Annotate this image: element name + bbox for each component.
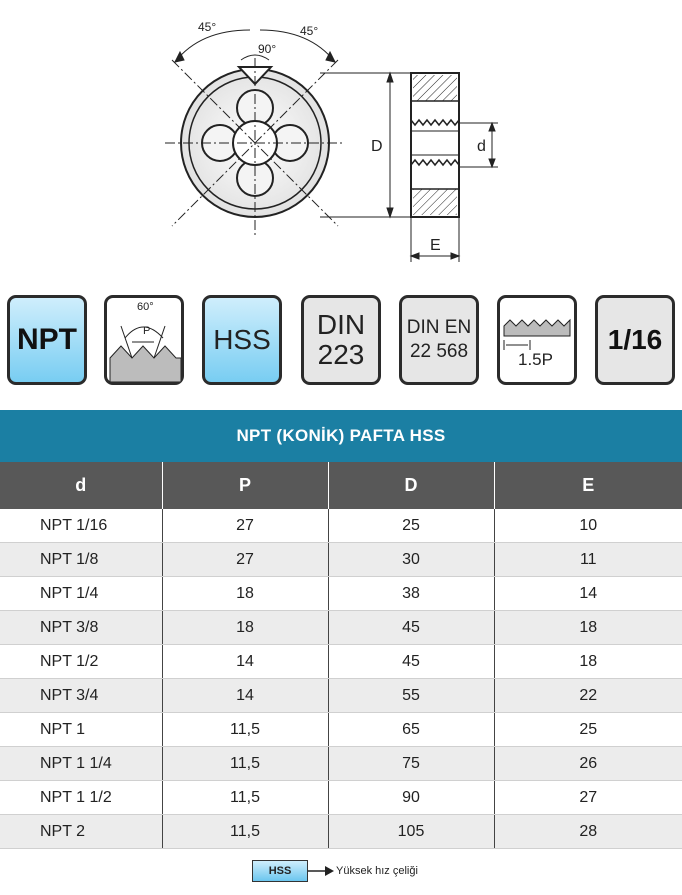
table-cell: 14 <box>494 577 682 611</box>
legend-hss-tag: HSS <box>252 860 308 882</box>
dim-E-label: E <box>430 237 441 254</box>
din-en-badge-line2: 22 568 <box>409 341 469 362</box>
table-row <box>0 543 682 577</box>
dim-d-label: d <box>477 138 486 155</box>
table-cell: 18 <box>494 645 682 679</box>
table-cell: 14 <box>162 645 328 679</box>
table-cell: 75 <box>328 747 494 781</box>
thread-pitch-label: P <box>143 325 151 337</box>
table-cell: 26 <box>494 747 682 781</box>
table-body <box>0 509 682 849</box>
table-cell: 25 <box>494 713 682 747</box>
table-cell: 14 <box>162 679 328 713</box>
table-cell: 18 <box>162 611 328 645</box>
angle-left-label: 45° <box>198 20 217 34</box>
din-badge-line1: DIN <box>316 309 366 340</box>
table-cell: NPT 1/8 <box>0 543 162 577</box>
dimension-lines <box>320 73 498 262</box>
table-cell: 11 <box>494 543 682 577</box>
table-cell: 65 <box>328 713 494 747</box>
hss-badge-label: HSS <box>213 324 271 355</box>
table-cell: 27 <box>494 781 682 815</box>
angle-right-label: 45° <box>300 24 319 38</box>
column-header: d <box>0 462 162 509</box>
table-cell: NPT 1/4 <box>0 577 162 611</box>
table-cell: 11,5 <box>162 815 328 849</box>
column-header: P <box>162 462 328 509</box>
table-cell: 105 <box>328 815 494 849</box>
table-row <box>0 781 682 815</box>
table-cell: NPT 3/4 <box>0 679 162 713</box>
table-title: NPT (KONİK) PAFTA HSS <box>0 410 682 462</box>
taper-badge <box>595 295 675 385</box>
taper-badge-label: 1/16 <box>607 324 663 355</box>
thread-profile-badge <box>104 295 184 385</box>
feature-badges <box>0 293 682 393</box>
legend-text: Yüksek hız çeliği <box>336 865 418 877</box>
din-en-badge-line1: DIN EN <box>406 317 472 338</box>
thread-angle-label: 60° <box>137 301 154 313</box>
din-223-badge <box>301 295 381 385</box>
table-cell: 45 <box>328 645 494 679</box>
die-technical-drawing <box>0 0 682 280</box>
table-cell: 11,5 <box>162 713 328 747</box>
table-cell: NPT 1 1/2 <box>0 781 162 815</box>
table-cell: 18 <box>494 611 682 645</box>
table-cell: NPT 3/8 <box>0 611 162 645</box>
table-cell: 28 <box>494 815 682 849</box>
die-front-view <box>165 58 345 236</box>
din-en-badge <box>399 295 479 385</box>
chamfer-label: 1.5P <box>518 350 553 369</box>
table-cell: 11,5 <box>162 747 328 781</box>
table-row <box>0 815 682 849</box>
din-badge-line2: 223 <box>317 339 365 370</box>
table-cell: 30 <box>328 543 494 577</box>
table-cell: 27 <box>162 543 328 577</box>
table-row <box>0 509 682 543</box>
table-header-row <box>0 462 682 509</box>
table-cell: 27 <box>162 509 328 543</box>
table-row <box>0 747 682 781</box>
table-cell: 45 <box>328 611 494 645</box>
table-cell: 55 <box>328 679 494 713</box>
column-header: E <box>494 462 682 509</box>
table-row <box>0 645 682 679</box>
table-row <box>0 713 682 747</box>
table-cell: 38 <box>328 577 494 611</box>
hss-badge <box>202 295 282 385</box>
table-cell: NPT 1/2 <box>0 645 162 679</box>
table-cell: NPT 1 <box>0 713 162 747</box>
chamfer-badge <box>497 295 577 385</box>
legend <box>252 860 418 882</box>
table-row <box>0 577 682 611</box>
spec-table <box>0 462 682 849</box>
table-cell: NPT 1 1/4 <box>0 747 162 781</box>
table-row <box>0 611 682 645</box>
table-cell: 90 <box>328 781 494 815</box>
die-side-view <box>411 73 459 217</box>
npt-badge <box>7 295 87 385</box>
table-cell: NPT 2 <box>0 815 162 849</box>
arrow-right-icon <box>308 860 334 882</box>
dim-D-label: D <box>371 138 383 155</box>
table-cell: NPT 1/16 <box>0 509 162 543</box>
table-row <box>0 679 682 713</box>
npt-badge-label: NPT <box>17 323 77 356</box>
table-cell: 10 <box>494 509 682 543</box>
column-header: D <box>328 462 494 509</box>
table-cell: 18 <box>162 577 328 611</box>
table-cell: 11,5 <box>162 781 328 815</box>
angle-top-label: 90° <box>258 42 277 56</box>
table-cell: 25 <box>328 509 494 543</box>
table-cell: 22 <box>494 679 682 713</box>
